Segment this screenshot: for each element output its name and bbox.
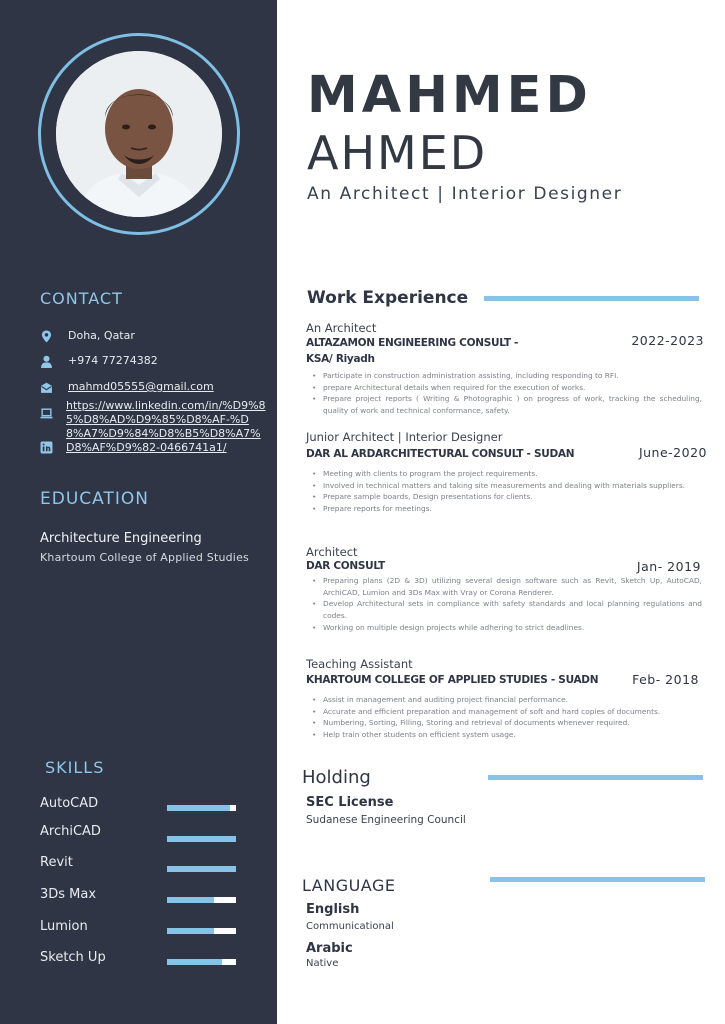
person-icon [40,355,53,368]
skill-label: Revit [40,855,73,870]
job-bullet: • prepare Architectural details when required for the execution of works. [312,382,702,394]
work-experience-heading: Work Experience [307,288,469,308]
job-bullets [312,575,702,634]
job-date: June-2020 [638,445,707,460]
job-bullet: • Accurate and efficient preparation and management of soft and hard copies of documents. [312,706,702,718]
job-bullet: • Participate in construction administration assisting, including responding to RFI. [312,370,702,382]
contact-linkedin [40,440,53,454]
job-date: Feb- 2018 [632,672,699,687]
job-bullet: • Involved in technical matters and taking site measurements and dealing with materials suppliers. [312,480,702,492]
job-bullet: • Meeting with clients to program the project requirements. [312,468,702,480]
language-level: Native [306,958,339,969]
job-bullet: • Preparing plans (2D & 3D) utilizing several design software such as Revit, Sketch Up, AutoCAD, ArchiCAD, Lumion and 3Ds Max with Vray or Corona Renderer. [312,575,702,598]
work-experience-rule [484,296,699,301]
job-bullets [312,370,702,417]
email-link[interactable]: mahmd05555@gmail.com [68,380,214,393]
skill-bar-fill [167,959,222,965]
location-text: Doha, Qatar [68,329,135,342]
job-role: Teaching Assistant [306,657,413,671]
education-degree: Architecture Engineering [40,531,202,546]
language-name: English [306,902,360,917]
last-name: AHMED [307,126,488,180]
skill-label: ArchiCAD [40,824,101,839]
job-role: An Architect [306,321,377,335]
job-bullet: • Prepare project reports ( Writing & Photographic ) on progress of work, tracking the scheduling, quality of work and technical conformance, safety. [312,393,702,416]
phone-text: +974 77274382 [68,354,158,367]
education-heading: EDUCATION [40,489,149,509]
job-title: An Architect | Interior Designer [307,184,623,204]
job-role: Architect [306,545,358,559]
education-school: Khartoum College of Applied Studies [40,551,249,564]
skill-bar [167,928,236,934]
linkedin-icon [40,441,53,454]
language-heading: LANGUAGE [302,876,396,895]
job-bullet: • Prepare sample boards, Design presentations for clients. [312,491,702,503]
skill-label: Lumion [40,919,88,934]
contact-location [40,329,135,343]
first-name: MAHMED [307,66,592,125]
job-company: DAR AL ARDARCHITECTURAL CONSULT - SUDAN [306,448,575,460]
holding-title: SEC License [306,795,394,810]
job-bullet: • Prepare reports for meetings. [312,503,702,515]
profile-photo-illustration [56,51,222,217]
skill-bar-fill [167,866,236,872]
job-bullet: • Numbering, Sorting, Filling, Storing and retrieval of documents whenever required. [312,717,702,729]
skill-bar [167,805,236,811]
laptop-icon [40,407,53,420]
contact-email [40,380,214,394]
job-company-line: ALTAZAMON ENGINEERING CONSULT - [306,337,519,349]
contact-website [40,406,53,420]
contact-phone [40,354,158,368]
linkedin-link[interactable]: https://www.linkedin.com/in/%D9%85%D8%AD%D9%85%D8%AF-%D8%A7%D9%84%D8%B5%D8%A7%D8%AF%D9%82-0466741a1/ [66,399,266,454]
skill-bar-fill [167,836,236,842]
sidebar [0,0,277,1024]
envelope-icon [40,381,53,394]
job-company [306,335,518,367]
holding-heading: Holding [302,767,371,788]
holding-rule [488,775,703,780]
skill-bar [167,866,236,872]
skill-bar [167,959,236,965]
skill-label: Sketch Up [40,950,106,965]
job-date: Jan- 2019 [636,559,701,574]
language-level: Communicational [306,921,394,932]
job-company: KHARTOUM COLLEGE OF APPLIED STUDIES - SUADN [306,674,599,686]
language-rule [490,877,705,882]
contact-heading: CONTACT [40,289,123,308]
skill-bar [167,897,236,903]
skill-bar-fill [167,805,230,811]
job-company: DAR CONSULT [306,560,385,572]
location-pin-icon [40,330,53,343]
skills-heading: SKILLS [45,758,105,777]
skill-bar-fill [167,928,214,934]
job-bullet: • Working on multiple design projects while adhering to strict deadlines. [312,622,702,634]
profile-photo [56,51,222,217]
skill-bar-fill [167,897,214,903]
job-company-line: KSA/ Riyadh [306,353,375,365]
job-bullets [312,468,702,515]
job-date: 2022-2023 [631,333,704,348]
job-bullet: • Help train other students on efficient system usage. [312,729,702,741]
job-role: Junior Architect | Interior Designer [306,430,503,444]
job-bullets [312,694,702,741]
skill-label: AutoCAD [40,796,99,811]
skill-label: 3Ds Max [40,887,97,902]
skill-bar [167,836,236,842]
holding-issuer: Sudanese Engineering Council [306,814,466,826]
language-name: Arabic [306,941,353,956]
job-bullet: • Assist in management and auditing project financial performance. [312,694,702,706]
job-bullet: • Develop Architectural sets in compliance with safety standards and local planning regulations and codes. [312,598,702,621]
